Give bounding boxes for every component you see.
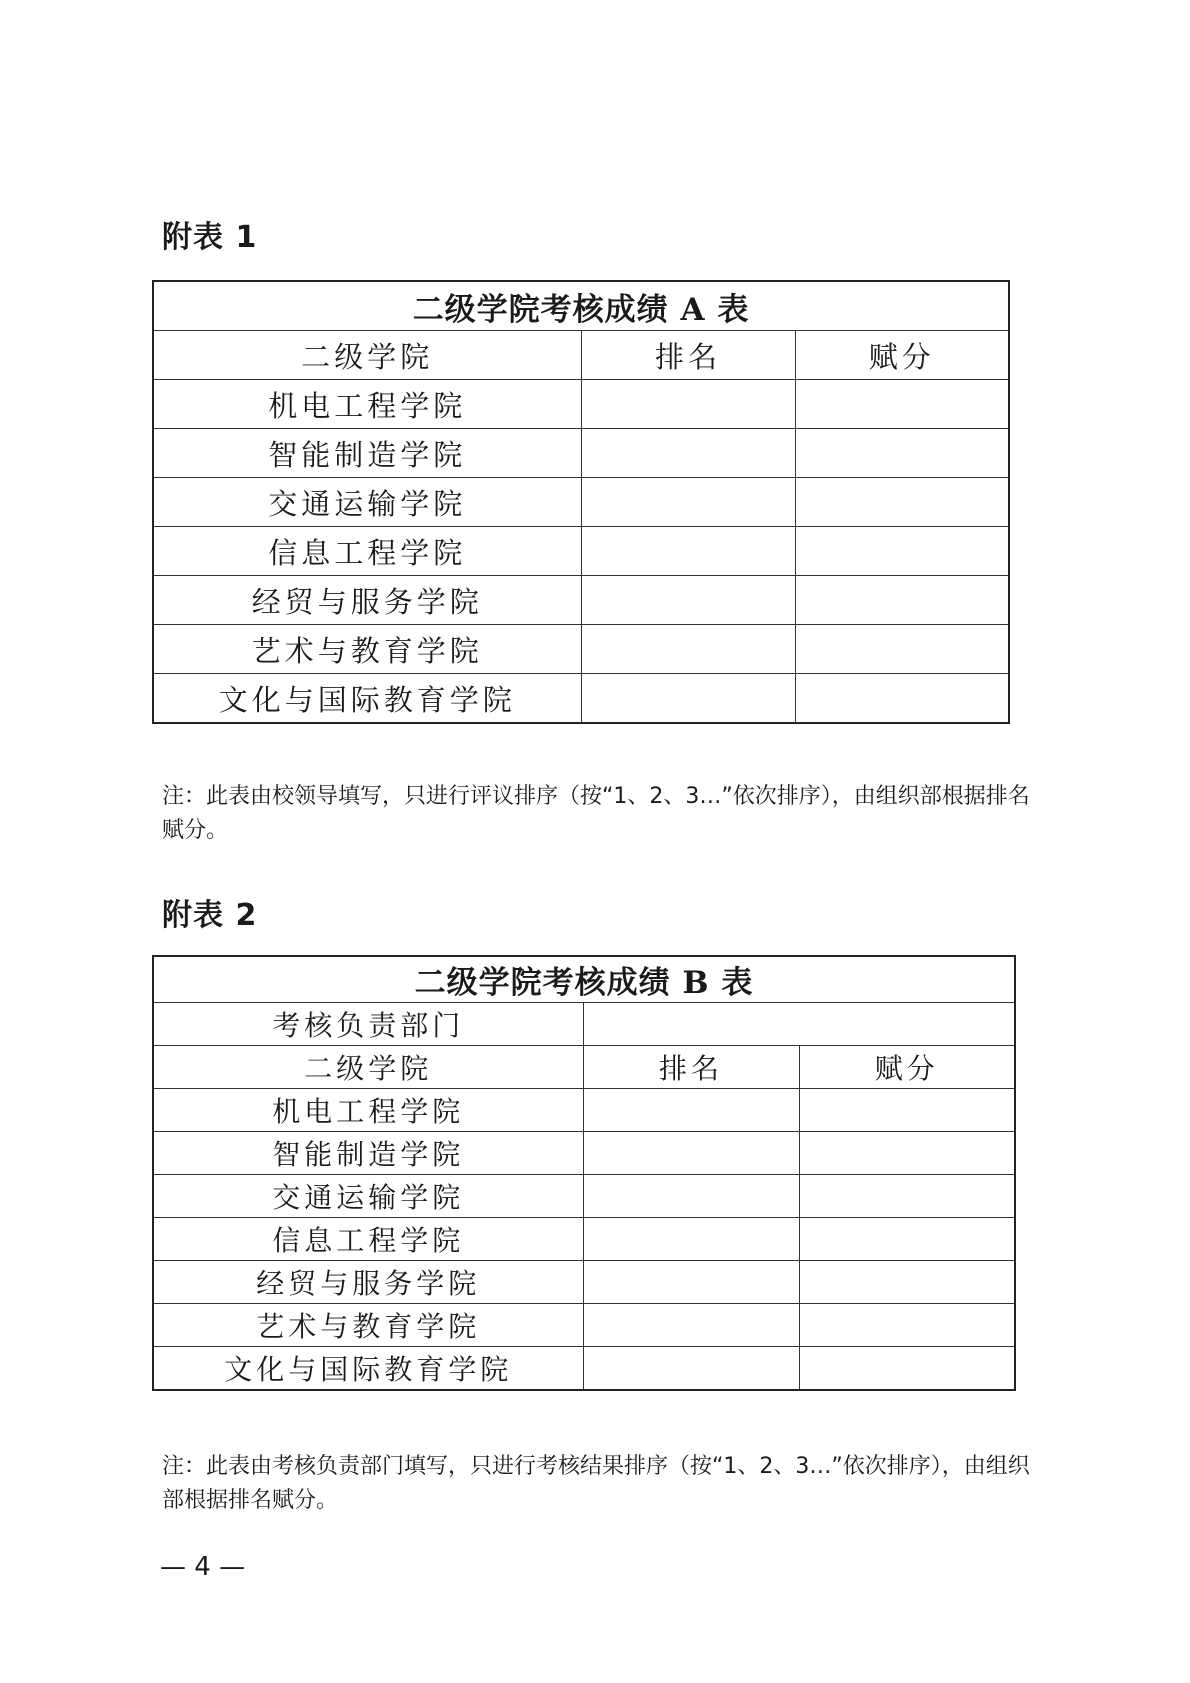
table-a-note: 注：此表由校领导填写，只进行评议排序（按“1、2、3…”依次排序），由组织部根据排名赋分。 [162, 784, 1030, 843]
score-cell[interactable] [795, 429, 1009, 478]
rank-cell[interactable] [581, 527, 795, 576]
table-row [153, 1261, 1015, 1304]
college-name: 文化与国际教育学院 [153, 674, 581, 724]
table-row [153, 527, 1009, 576]
table-row [153, 478, 1009, 527]
column-header-college: 二级学院 [153, 1046, 583, 1089]
score-cell[interactable] [795, 527, 1009, 576]
score-cell[interactable] [799, 1347, 1015, 1391]
table-row [153, 1132, 1015, 1175]
column-header-college: 二级学院 [153, 331, 581, 380]
page-number: — 4 — [160, 1552, 246, 1582]
table-row [153, 1304, 1015, 1347]
score-cell[interactable] [795, 674, 1009, 724]
column-header-rank: 排名 [583, 1046, 799, 1089]
score-cell[interactable] [799, 1261, 1015, 1304]
table-row [153, 429, 1009, 478]
rank-cell[interactable] [583, 1175, 799, 1218]
appendix-2-heading: 附表 2 [162, 898, 258, 933]
column-header-score: 赋分 [799, 1046, 1015, 1089]
score-cell[interactable] [799, 1218, 1015, 1261]
column-header-rank: 排名 [581, 331, 795, 380]
college-name: 机电工程学院 [153, 380, 581, 429]
grade-table-b [152, 955, 1016, 1391]
rank-cell[interactable] [581, 429, 795, 478]
table-row [153, 576, 1009, 625]
college-name: 经贸与服务学院 [153, 1261, 583, 1304]
rank-cell[interactable] [583, 1218, 799, 1261]
college-name: 艺术与教育学院 [153, 625, 581, 674]
table-a-title: 二级学院考核成绩 A 表 [153, 281, 1009, 331]
dept-row [153, 1003, 1015, 1046]
score-cell[interactable] [795, 576, 1009, 625]
table-a-header-row [153, 331, 1009, 380]
rank-cell[interactable] [581, 576, 795, 625]
rank-cell[interactable] [583, 1347, 799, 1391]
grade-table-a [152, 280, 1010, 724]
dept-value-cell[interactable] [583, 1003, 1015, 1046]
column-header-score: 赋分 [795, 331, 1009, 380]
rank-cell[interactable] [583, 1261, 799, 1304]
rank-cell[interactable] [581, 380, 795, 429]
score-cell[interactable] [799, 1132, 1015, 1175]
college-name: 交通运输学院 [153, 478, 581, 527]
appendix-1-heading: 附表 1 [162, 220, 258, 255]
dept-label: 考核负责部门 [153, 1003, 583, 1046]
table-row [153, 380, 1009, 429]
score-cell[interactable] [799, 1175, 1015, 1218]
rank-cell[interactable] [581, 674, 795, 724]
rank-cell[interactable] [581, 478, 795, 527]
college-name: 信息工程学院 [153, 1218, 583, 1261]
college-name: 艺术与教育学院 [153, 1304, 583, 1347]
rank-cell[interactable] [583, 1089, 799, 1132]
college-name: 智能制造学院 [153, 429, 581, 478]
rank-cell[interactable] [583, 1304, 799, 1347]
college-name: 机电工程学院 [153, 1089, 583, 1132]
score-cell[interactable] [799, 1089, 1015, 1132]
table-row [153, 1218, 1015, 1261]
score-cell[interactable] [795, 478, 1009, 527]
table-row [153, 1175, 1015, 1218]
score-cell[interactable] [795, 380, 1009, 429]
college-name: 文化与国际教育学院 [153, 1347, 583, 1391]
score-cell[interactable] [799, 1304, 1015, 1347]
table-row [153, 625, 1009, 674]
rank-cell[interactable] [581, 625, 795, 674]
score-cell[interactable] [795, 625, 1009, 674]
table-row [153, 674, 1009, 724]
table-b-title: 二级学院考核成绩 B 表 [153, 956, 1015, 1003]
college-name: 智能制造学院 [153, 1132, 583, 1175]
rank-cell[interactable] [583, 1132, 799, 1175]
table-b-header-row [153, 1046, 1015, 1089]
college-name: 信息工程学院 [153, 527, 581, 576]
table-b-note: 注：此表由考核负责部门填写，只进行考核结果排序（按“1、2、3…”依次排序），由组织部根据排名赋分。 [162, 1454, 1030, 1513]
table-row [153, 1089, 1015, 1132]
table-row [153, 1347, 1015, 1391]
college-name: 交通运输学院 [153, 1175, 583, 1218]
college-name: 经贸与服务学院 [153, 576, 581, 625]
